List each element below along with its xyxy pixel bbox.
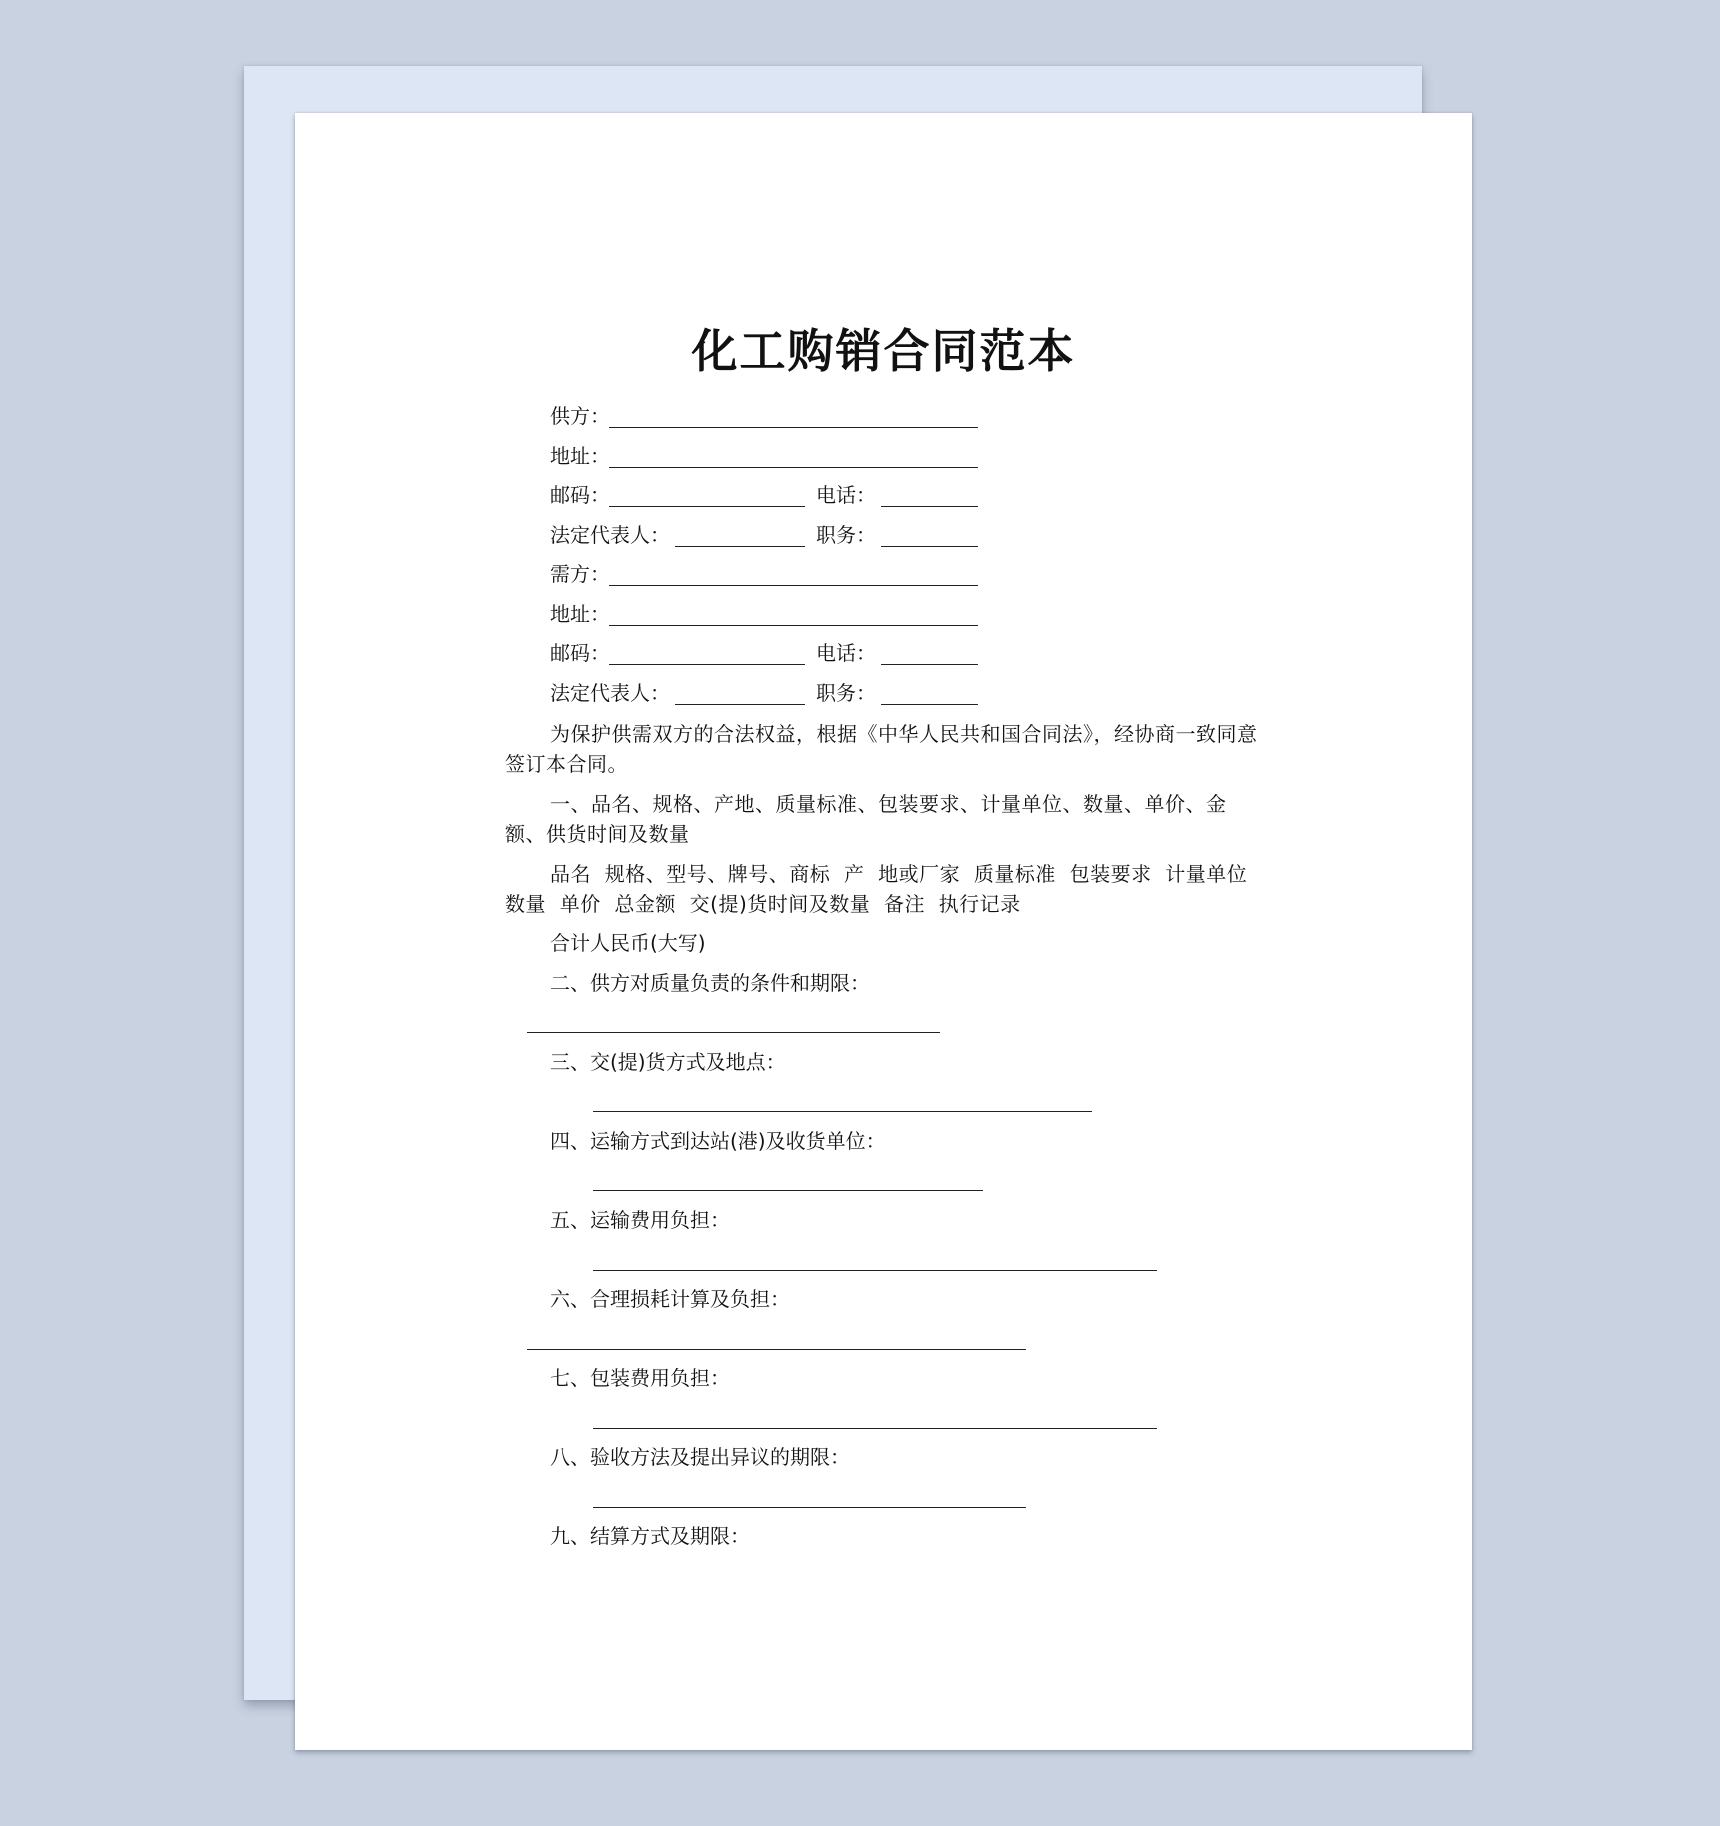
supplier-legal-rep-blank[interactable] bbox=[675, 546, 805, 547]
section-6-heading: 六、合理损耗计算及负担： bbox=[550, 1287, 790, 1311]
clause-1-paragraph: 一、品名、规格、产地、质量标准、包装要求、计量单位、数量、单价、金额、供货时间及数量 bbox=[505, 792, 1227, 846]
buyer-address-blank[interactable] bbox=[609, 625, 978, 626]
buyer-name-blank[interactable] bbox=[609, 585, 978, 586]
section-2-heading: 二、供方对质量负责的条件和期限： bbox=[550, 971, 870, 995]
buyer-phone-blank[interactable] bbox=[881, 664, 978, 665]
section-7-blank[interactable] bbox=[593, 1428, 1157, 1429]
section-8-heading: 八、验收方法及提出异议的期限： bbox=[550, 1445, 850, 1469]
document-title: 化工购销合同范本 bbox=[691, 324, 1076, 378]
clause-1-columns-paragraph: 品名 规格、型号、牌号、商标 产 地或厂家 质量标准 包装要求 计量单位 数量 单价 总金额 交(提)货时间及数量 备注 执行记录 bbox=[505, 862, 1262, 916]
section-9-heading: 九、结算方式及期限： bbox=[550, 1524, 750, 1548]
buyer-legal-rep-blank[interactable] bbox=[675, 704, 805, 705]
supplier-postcode-label: 邮码： bbox=[550, 483, 610, 507]
supplier-phone-blank[interactable] bbox=[881, 506, 978, 507]
buyer-address-label: 地址： bbox=[550, 602, 610, 626]
supplier-name-row bbox=[550, 402, 1050, 430]
supplier-postcode-blank[interactable] bbox=[609, 506, 805, 507]
supplier-address-label: 地址： bbox=[550, 444, 610, 468]
supplier-label: 供方： bbox=[550, 404, 610, 428]
buyer-position-blank[interactable] bbox=[881, 704, 978, 705]
buyer-phone-label: 电话： bbox=[816, 641, 876, 665]
supplier-address-blank[interactable] bbox=[609, 467, 978, 468]
section-3-blank[interactable] bbox=[593, 1111, 1092, 1112]
total-rmb-label: 合计人民币(大写) bbox=[550, 931, 706, 955]
section-4-blank[interactable] bbox=[593, 1190, 983, 1191]
section-5-heading: 五、运输费用负担： bbox=[550, 1208, 730, 1232]
supplier-postcode-row bbox=[550, 481, 1050, 509]
buyer-position-label: 职务： bbox=[816, 681, 876, 705]
supplier-address-row bbox=[550, 442, 1050, 470]
supplier-legal-rep-label: 法定代表人： bbox=[550, 523, 670, 547]
buyer-postcode-label: 邮码： bbox=[550, 641, 610, 665]
buyer-legal-rep-label: 法定代表人： bbox=[550, 681, 670, 705]
preamble-paragraph: 为保护供需双方的合法权益，根据《中华人民共和国合同法》，经协商一致同意签订本合同。 bbox=[505, 722, 1258, 776]
supplier-position-label: 职务： bbox=[816, 523, 876, 547]
section-5-blank[interactable] bbox=[593, 1270, 1157, 1271]
buyer-legal-rep-row bbox=[550, 679, 1050, 707]
section-3-heading: 三、交(提)货方式及地点： bbox=[550, 1050, 786, 1074]
section-2-blank[interactable] bbox=[527, 1032, 940, 1033]
buyer-address-row bbox=[550, 600, 1050, 628]
section-4-heading: 四、运输方式到达站(港)及收货单位： bbox=[550, 1129, 886, 1153]
section-7-heading: 七、包装费用负担： bbox=[550, 1366, 730, 1390]
document-page bbox=[295, 113, 1472, 1750]
buyer-name-row bbox=[550, 560, 1050, 588]
supplier-phone-label: 电话： bbox=[816, 483, 876, 507]
supplier-name-blank[interactable] bbox=[609, 427, 978, 428]
section-6-blank[interactable] bbox=[527, 1349, 1026, 1350]
supplier-position-blank[interactable] bbox=[881, 546, 978, 547]
buyer-postcode-row bbox=[550, 639, 1050, 667]
buyer-label: 需方： bbox=[550, 562, 610, 586]
supplier-legal-rep-row bbox=[550, 521, 1050, 549]
section-8-blank[interactable] bbox=[593, 1507, 1026, 1508]
buyer-postcode-blank[interactable] bbox=[609, 664, 805, 665]
